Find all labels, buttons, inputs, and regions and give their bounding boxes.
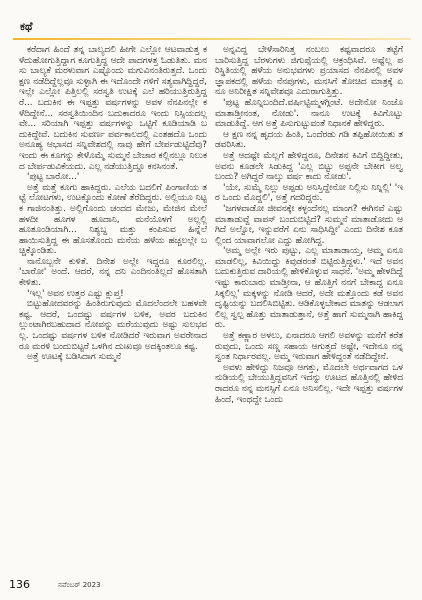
paragraph: ಕರೆದಾಗ ಹಿಂದೆ ತನ್ನ ಬಾಲ್ಯದಲಿ ಹೀಗೇ ಎಲ್ಲೋ ಆಟವಾಡುತ್ತ ಕಳೆದುಹೋಗುತ್ತಿದ್ದಾಗ ಕೂಗುತ್ತಿದ್ದ ಆದೇ ಪಾದಗಳತ್ತ ಓಡುತಿತು. ಮನಸು ಬಾಲ್ಯಕೆ ಮರಳುವಾಗ ಎಷ್ಟೊಂದು ಮಗುವಿನಂತಿರುತ್ತದೆ. ಒಂದು ಕ್ಷಣ ನಡೆದಿದ್ದೆಲ್ಲವೂ ಸುಳ್ಳಾಗಿ ಈ ಇದೊಂದೇ ಗಳಿಗೆ ಸತ್ಯವಾಗಿದ್ದಿದ್ದರೆ, ಇಲ್ಲೇ ಎಲ್ಲೋ ಪಿತ್ತಿಲಲ್ಲಿ ಸರಸ್ವತಿ ಉಟಕ್ಕೆ ಎಲೆ ಹರಿಯುತ್ತಿರುತ್ತಿದ್ದರೆ... ಬದುಕಿನ ಈ ಇಪ್ಪತ್ತು ವರ್ಷಗಳನ್ನು ಅವಳ ನೆನಪಿನಲ್ಲೇ ಕಳೆದಿದ್ದೇನೆ... ಸರಸ್ವತಿಯಿಂದಿನ ಬದುಕಾದರೂ ಇಂದು ನಿಸ್ಸಿಯದಲ್ಲವೇ... ಸರಿಯಾಗಿ ಇಪ್ಪತ್ತು ವರ್ಷಗಳನ್ನು ಒಟ್ಟಿಗೆ ಕೂಡಿಯಾಡಿ ಬದುಕಿದ್ದೇವೆ. ಬದುಕಿನ ಸುವರ್ಣ ಪರ್ವಕಾಲದಲ್ಲಿ ಎಂತಹದೊ ಒಂದು ಅನೂಹ್ಯ ಆಭಾಸದ ಸನ್ನಿವೇಶದಲ್ಲಿ ನಾವು ಹೇಗೆ ಬೇರ್ಪಡುಟ್ಟಿದೆವು? ಇಂದು ಈ ಕೂಗನ್ನು ಕೇಳೊಮ್ಮೆ ಸುಮ್ಮನೆ ಬೇಜಾರ ಕಲ್ಲಿನಲ್ಲೂ ನಿಲುಕದ ಬೇರ್ಪಡುವಿಕೆಯದು. ಎಲ್ಲ ನಡೆಯುತ್ತಿದ್ದೂ ಕನಸಿನಂತೆ.	[19, 45, 207, 172]
paragraph: ಅವಳು ಹೇಳಿದ್ದು ನಿಜವೂ ಆಗತ್ತು, ಮೊದಲೇ ಅರ್ಥವಾಗದ ಒಳನುಡಿಯಲ್ಲಿ ಬೇಯುತ್ತಿದ್ದವನಿಗೆ ಇದನ್ನು ಊಟದ ಹೊತ್ತಿನಲ್ಲಿ ಹೇಳಿದರಾದರೂ ನನ್ನ ಮನಸ್ಸಿಗೆ ಏನೂ ಅನಿಸಲಿಲ್ಲ. ಇದೇ ಇಪ್ಪತ್ತು ವರ್ಷಗಳ ಹಿಂದೆ, ಇಂಥದ್ದೇ ಒಂದು	[215, 362, 403, 405]
section-title: ಕಥೆ	[20, 20, 33, 33]
paragraph: ಅನ್ನವಿದ್ದ ಬೇಳೆಸಾರಿನಿತ್ತ ನಂಬಲು ಕಷ್ಟವಾದರೂ ತಟ್ಟೆಗೆ ಬಾರಿಸುತ್ತಿದ್ದ ಬೆರಳುಗಳು ಜಿಗುಪ್ಸೆಯಲ್ಲಿ ಆಕ್ರಂಧಿಸಿವೆ. ಅಷ್ಟೆಲ್ಲ ಪರಿಸ್ಥಿತಿಯಲ್ಲಿ ಹಳೆಯ ಅನುಭವಗಳು ಪ್ರಯಾಸದ ನೆನಪಿನಲ್ಲಿ ಅವಳ ಜ್ಞಾಪಕದಲ್ಲಿ ಹಳೆಯ ನೆನಪುಗಳು, ಮನಸಿಗೆ ತೋಚಿದ ಮಾತ್ರಕ್ಕೆ ಏನೂ ಅನಿರೀಕ್ಷಿತ ಸನ್ನಿವೇಶವೂ ಎದುರಾಗುತ್ತಿತ್ತು.	[215, 45, 403, 98]
right-column	[215, 45, 403, 555]
paragraph: ಬಿಟ್ಟುಹೋದವರನ್ನು ಹಿಂತಿರುಗುವುದು ಮೊದಲೆಂದಲೇ ಬಹಳವೇ ಕಷ್ಟ. ಆದರೆ, ಒಂದಷ್ಟು ವರ್ಷಗಳ ಬಳಿಕ, ಅವರ ಬದುಕಿನಲ್ಲುಂಟಾಗಿರಬಹುದಾದ ನೋವನ್ನು ಮರೆಯುವುದು ಅಷ್ಟು ಸುಲಭವಲ್ಲ. ಒಂದಷ್ಟು ವರ್ಷಗಳ ಬಳಿಕ ನೋಡಿದರೆ ಇರುವಾಗ ಅವರೇನಾದರೂ ಮರಳಿ ಬಂದುಬಿಟ್ಟರೆ ಒಳಗಿನ ದುಃಖವೂ ಅದಕ್ಕಿಂತಲೂ ಕಷ್ಟ.	[19, 299, 207, 352]
paragraph: ನಾನೊಬ್ಬನೇ ಕುಳಿತೆ. ದಿನೇಶ ಅಲ್ಲೇ ಇದ್ದರೂ ಕೂರಲಿಲ್ಲ. 'ಬಾರೋ' ಅಂದೆ. ಆದರೆ, ನನ್ನ ದನಿ ಎಂದಿನಂತಿಲ್ಲದೆ ಹೊಸತಾಗಿ ಕೇಳಿತು.	[19, 256, 207, 289]
paragraph: 'ಇಲ್ಲ' ಅವನ ಉತ್ತರ ಎಷ್ಟು ಕ್ಲುಪ್ತ!	[27, 288, 124, 299]
paragraph: ಅತ್ತೆ ಆದಷ್ಟೇ ಮೆಲ್ಲಗೆ ಹೇಳಿದ್ದರೂ, ದಿನೇಶನ ಕಿವಿಗೆ ಬಿದ್ದಿದ್ದೀತು, ಅವನು ಕೂಡಲೇ ಸಿಡುಕಿದ್ದ 'ಎಲ್ಲ ಬಿಟ್ಟು ಅಪ್ಪನೇ ಬೇಕೀಗ ಅಲ್ವ ಬಂದು? ಅಗಿದ್ದರೆ ನಾಲ್ಕು ವರ್ಷ ಕಾದು ನೋಡು'.	[215, 150, 403, 183]
page-number: 136	[9, 578, 30, 591]
header-rule	[13, 38, 411, 40]
paragraph: 'ಪುಟ್ಟ ಹೊನ್ನಿಬಂದಿದೆ.ವರ್ಷಿಟ್ಟಿಮ್ಮಳಗ್ಗಿಂಟೆ. ಅದೇನೋ ನಿಂಜೊ ಮಾತಾಡ್ತೀನಂತ, ನೋಡು'. ನಾನೂ ಉಟಕ್ಕೆ ಕಿವಿಗೊಟ್ಟು ಮಾಡುತಿದ್ದೆ. ಆಗ ಅತ್ತೆ ಪಿಸುಗುಟ್ಟುವಂತೆ ನಿಧಾನಕೆ ಹೇಳಿದ್ದರು.	[215, 97, 403, 130]
paragraph: 'ಅಮ್ಮ ಅಲ್ಲೇ ಇರು ಪುಟ್ಟು, ಎಲ್ಲ ಮಾತಾಡಾಯ್ತ, ಆಮ್ಮ ಏನೂ ಮಾಡಲಿಲ್ಲ, ಕಿವಿಯಿದ್ದು ಕಿವುಡರಂತೆ ಬಿಟ್ಟಿರುತ್ತಿದ್ದಳು.' ಇದೆ ಅವನ ಬದುಕುತ್ತಿರುವ ದಾರಿಯಲ್ಲಿ ಹೇಳಿಕೊಳ್ಳುವ ಸಾಧನೆ. 'ಅಮ್ಮ ಹೇಳದಿದ್ದೆ ಇಷ್ಟು ಕಾರುಬಾರು ಮಾಡ್ತೀನಾ, ಆ ಹೊತ್ತಿಗೆ ನನಗೆ ಬೇಕಾದ್ದ ಏನೂ ಸಿಕ್ಕಲಿಲ್ಲ' ಮಕ್ಕಳನ್ನು ನೋಡಿ ಆದರೆ, ಅದೇ ಮತ್ತೊಂದು ಕಡೆ ಅವನ ದೃಷ್ಟಿಯನ್ನು ಬದಲಿಸಿಬಿಟ್ಟಿತು. ಆಡಿಕೊಳ್ಳಬೇಕಾದ ಮಾತನ್ನು ಆಡಲಾಗಲಿಲ್ಲ ಸ್ವಲ್ಪ ಹೊತ್ತು ಮಾತಾಡುತ್ತಾನೆ, ಅತ್ತೆ ಹಾಗೆ ಸುಮ್ಮನಾಗಿ ಹಾಕಿದ್ದರು.	[215, 246, 403, 331]
paragraph: ಅತ್ತೆ ಮತ್ತೆ ಕೂಗು ಹಾಕಿದ್ದರು. ಎಲೆಯ ಬದಲಿಗೆ ಪಿಂಗಾಣಿಯ ತಟ್ಟೆ ಲೋಟಗಳು, ಉಟಕ್ಕೊಂದು ಕೋಣೆ ತೆರೆದಿದ್ದರು. ಅಲ್ಲಿಯೂ ನಿಟ್ಟಕ ಗಾಜಿನಂತಿತ್ತು. ಅಲ್ಲಿಗೊಂದು ಚಂದದ ಮೇಜು, ಮೇಜಿನ ಮೇಲೆ ಹಳದೀ ಹೂಗಳ ಹೂದಾನಿ, ಮನೆಯೊಳಗೆ ಅಲ್ಲಲ್ಲಿ ಹೂತೂಂಡಿಯಾಗಿ... ನಿಶ್ಯಬ್ದ ಮತ್ತು ಕಂಪಿಸುವ ಹಿನ್ನೆಲೆ ಹಾಯಿಸುತ್ತಿದ್ದ ಈ ಹೊಸತೊಂದು ಮನೆಯ ಹಳೆಯ ಹಚ್ಚಲಲ್ಲೇ ಬಚ್ಚಿಕ್ಕೊಂಡಿತು.	[19, 182, 207, 257]
paragraph: ಅತ್ತೆ ಕಣ್ಣಾರ ಅಳಲು, ಏನಾದರೂ ಆಗಲಿ ಅವಳನ್ನು ಮನೆಗೆ ಕರೆತರುವುದು, ಒಂದು ಸಣ್ಣ ಸಹಾಯ ಆಗುತ್ತದೆ ಅಷ್ಟೇ, ಇದೇನೂ ನನ್ನ ಸ್ವಂತ ನಿರ್ಧಾರವಲ್ಲ. ಅಮ್ಮ ಇರುವಾಗ ಹೇಳಿದ್ದಂತೆ ನಡೆದಿದ್ದೇನೆ.	[215, 331, 403, 363]
paragraph: ಅತ್ತೆ ಊಟಕ್ಕೆ ಬಡಿಸಿದಾಗ ಸುಮ್ಮನೆ	[27, 352, 121, 363]
paragraph: 'ಪುಟ್ಟ ಬಾರೋ...'	[27, 172, 80, 183]
left-column	[19, 45, 207, 575]
paragraph: 'ಜಗಳವಾಡೋ ಜೀವನಕ್ಕೇ ಕಳ್ಳಂದೆನಲ್ಲ ಮಾಂಗ? ಈಗಿನವೆ ಎಷ್ಟು ಮಾತಾಡುವ್ದೆ ವಾಪಸ್ ಬಂದುಬಿಟ್ಟಿದೆ? ಸುಮ್ಮನೆ ಮಾತಾಡೋದು ಆಗಿದೆ ಅಲ್ವೋ, ಇನ್ನುವರೆಗೆ ಏನು ಸಾಧಿಸಿದ್ದೀ' ಎಂದು ದಿನೇಶ ಕೂತಲ್ಲಿಂದ ಯಾವಾಗಲೋ ಎದ್ದು ಹೋಗಿದ್ದ.	[215, 203, 403, 246]
paragraph: ಆ ಕ್ಷಣ ನನ್ನ ಹೃದಯ ಹಿಂತಿ, ಒಂದೆರಡು ಗಡಿ ತಪ್ಪಿಹೋಯಿತು ತಡವರಿಸಿತು.	[215, 129, 403, 151]
paragraph: 'ಯೇ, ಸುಮ್ಮೆ ನಿಲ್ಲು ಅಪ್ಪಡು ಅನಿಸ್ತಿದ್ದೇನೋ ನಿಲ್ಲಿಸು ನಿನ್ನಿಲ್ಲಿ' 'ಇರ ಒಂದು ಮೊದ್ದಲಿ', ಅತ್ತೆ ಗದರಿದ್ದರು.	[215, 182, 403, 204]
issue-date: ನವೆಂಬರ್ 2023	[58, 581, 101, 589]
